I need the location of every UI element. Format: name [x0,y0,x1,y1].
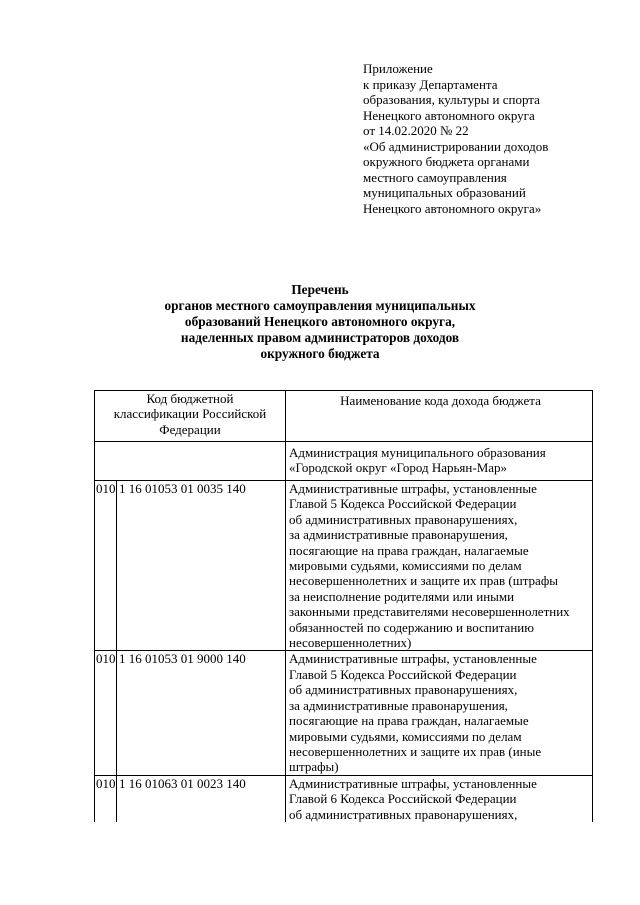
admin-code-cell: 010 [95,481,117,651]
admin-code-cell: 010 [95,651,117,775]
appendix-line: от 14.02.2020 № 22 [363,123,469,138]
section-name-cell [286,442,593,481]
appendix-line: Приложение [363,61,433,76]
revenue-line: несовершеннолетних и защите их прав (штрафы [289,573,558,589]
budget-code-cell: 1 16 01053 01 0035 140 [117,481,286,651]
section-line: Администрация муниципального образования [289,445,546,460]
title-line: окружного бюджета [260,346,380,361]
revenue-line: об административных правонарушениях, [289,806,518,822]
revenue-line: Главой 6 Кодекса Российской Федерации [289,791,517,807]
header-code-line: Код бюджетной [146,391,234,406]
appendix-line: местного самоуправления [363,169,507,185]
revenue-line: за административные правонарушения, [289,527,508,543]
revenue-line: за неисполнение родителями или иными [289,588,515,604]
revenue-line: штрафы) [289,759,339,775]
appendix-line: Ненецкого автономного округа» [363,200,542,216]
revenue-codes-table [94,390,593,822]
revenue-line: обязанностей по содержанию и воспитанию [289,619,534,635]
revenue-line: Главой 5 Кодекса Российской Федерации [289,496,517,512]
appendix-line: муниципальных образований [363,185,526,200]
table-row [95,651,593,775]
document-title [150,282,490,362]
revenue-line: мировыми судьями, комиссиями по делам [289,728,522,744]
header-code-line: классификации Российской [113,406,267,422]
appendix-line: окружного бюджета органами [363,154,530,169]
title-line: органов местного самоуправления муниципальных [164,298,476,313]
revenue-line: посягающие на права граждан, налагаемые [289,713,529,729]
section-empty-cell [95,442,286,481]
admin-code-cell: 010 [95,775,117,822]
revenue-line: посягающие на права граждан, налагаемые [289,542,529,558]
appendix-line: «Об администрировании доходов [363,138,549,154]
title-line: Перечень [291,282,349,297]
revenue-line: Административные штрафы, установленные [289,775,537,791]
table-row [95,775,593,822]
revenue-line: несовершеннолетних и защите их прав (иные [289,743,542,759]
revenue-line: об административных правонарушениях, [289,682,518,698]
appendix-line: Ненецкого автономного округа [363,107,535,123]
table-header-row [95,391,593,442]
table-row [95,481,593,651]
title-line: образований Ненецкого автономного округа, [184,314,456,329]
revenue-line: несовершеннолетних) [289,635,412,651]
revenue-line: законными представителями несовершеннолетних [289,604,570,620]
appendix-line: к приказу Департамента [363,76,498,92]
appendix-block [363,61,623,216]
revenue-name-cell [286,651,593,775]
header-name-cell [286,391,593,442]
budget-code-cell: 1 16 01053 01 9000 140 [117,651,286,775]
revenue-line: за административные правонарушения, [289,697,508,713]
revenue-line: мировыми судьями, комиссиями по делам [289,558,522,574]
section-row [95,442,593,481]
revenue-line: об административных правонарушениях, [289,511,518,527]
header-name-text: Наименование кода дохода бюджета [340,393,541,408]
header-code-line: Федерации [159,421,221,437]
revenue-name-cell [286,775,593,822]
appendix-line: образования, культуры и спорта [363,92,540,107]
revenue-name-cell [286,481,593,651]
title-line: наделенных правом администраторов доходов [180,330,460,345]
budget-code-cell: 1 16 01063 01 0023 140 [117,775,286,822]
header-code-cell [95,391,286,442]
revenue-line: Административные штрафы, установленные [289,481,537,496]
revenue-line: Главой 5 Кодекса Российской Федерации [289,666,517,682]
section-line: «Городской округ «Город Нарьян-Мар» [289,460,508,476]
revenue-line: Административные штрафы, установленные [289,651,537,667]
